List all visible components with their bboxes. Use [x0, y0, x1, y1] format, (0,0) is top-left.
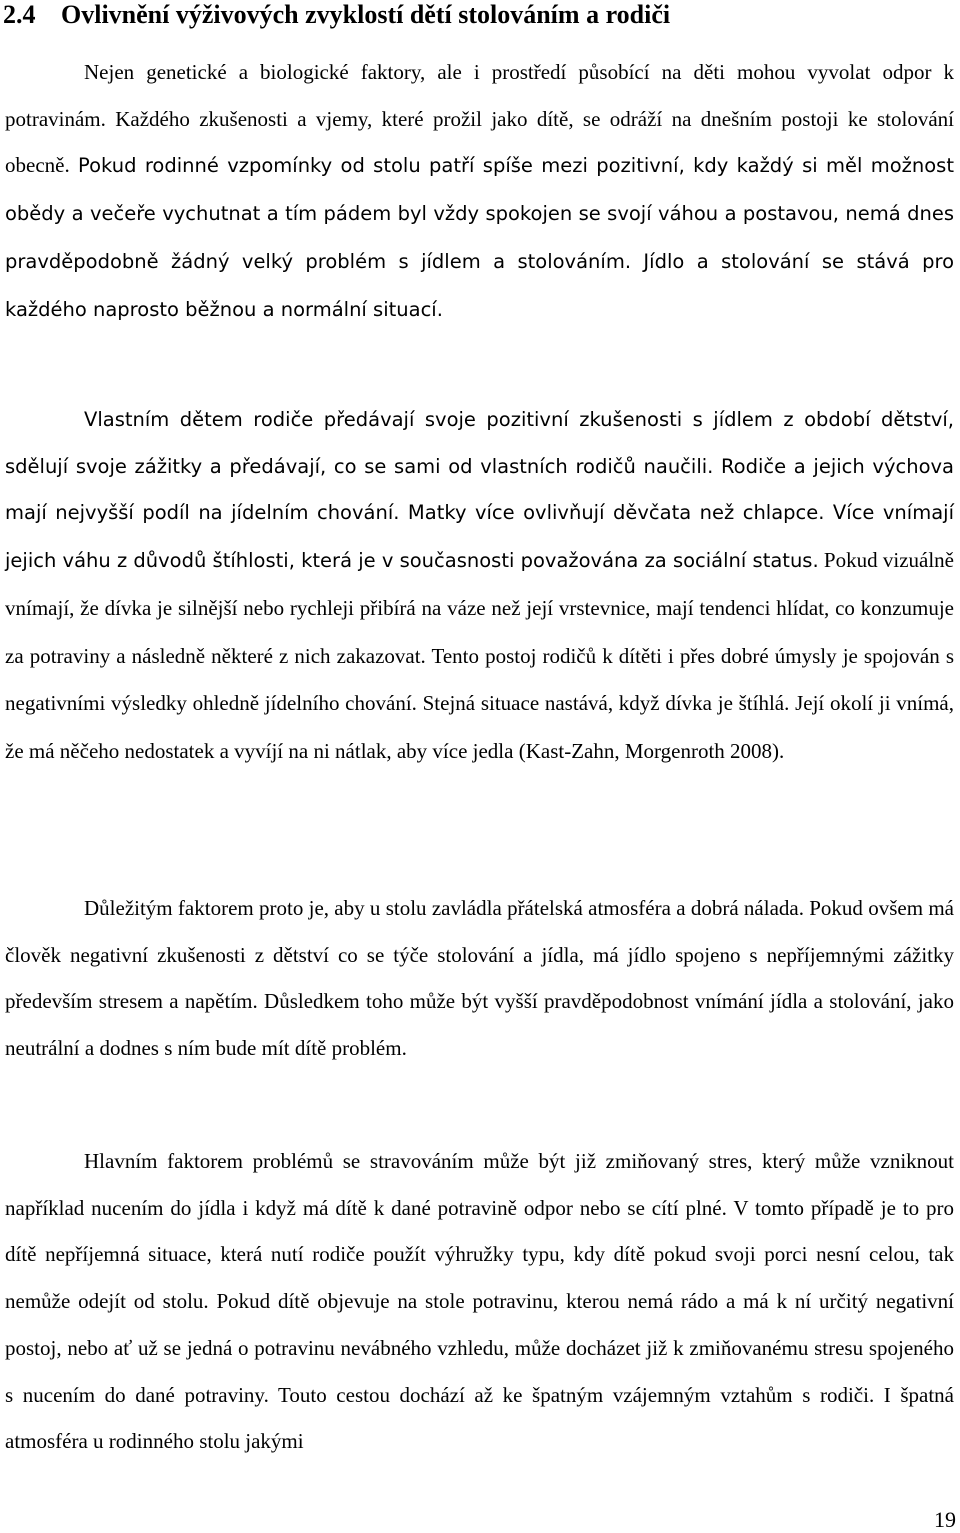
section-number: 2.4: [3, 0, 36, 29]
paragraph-1-part-2: Pokud rodinné vzpomínky od stolu patří spíše mezi pozitivní, kdy každý si měl možnost obědy a večeře vychutnat a tím pádem byl vždy spokojen se svojí váhou a postavou, nemá dnes pravděpodobně žádný velký problém s jídlem a stolováním. Jídlo a stolování se stává pro každého naprosto běžnou a normální situací.: [5, 154, 954, 321]
paragraph-1-part-1: Nejen genetické a biologické faktory, ale i prostředí působící na děti mohou vyvolat odpor k potravinám. Každého zkušenosti a vjemy, které prožil jako dítě, se odráží na dnešním postoji ke stolování obecně.: [5, 60, 954, 178]
paragraph-2-part-2: Pokud vizuálně vnímají, že dívka je silnější nebo rychleji přibírá na váze než její vrstevnice, mají tendenci hlídat, co konzumuje za potraviny a následně některé z nich zakazovat. Tento postoj rodičů k dítěti i přes dobré úmysly je spojován s negativními výsledky ohledně jídelního chování. Stejná situace nastává, když dívka je štíhlá. Její okolí ji vnímá, že má něčeho nedostatek a vyvíjí na ni nátlak, aby více jedla (Kast-Zahn, Morgenroth 2008).: [5, 548, 954, 763]
page-number: 19: [934, 1507, 956, 1532]
paragraph-2-part-1: Vlastním dětem rodiče předávají svoje pozitivní zkušenosti s jídlem z období dětství, sdělují svoje zážitky a předávají, co se sami od vlastních rodičů naučili. Rodiče a jejich výchova mají nejvyšší podíl na jídelním chování. Matky více ovlivňují děvčata než chlapce. Více vnímají jejich váhu z důvodů štíhlosti, která je v současnosti považována za sociální status.: [5, 408, 954, 573]
section-heading: [3, 0, 957, 30]
paragraph-4: Hlavním faktorem problémů se stravováním může být již zmiňovaný stres, který může vzniknout například nucením do jídla i když má dítě k dané potravině odpor nebo se cítí plné. V tomto případě je to pro dítě nepříjemná situace, která nutí rodiče použít výhružky typu, kdy dítě pokud svoji porci nesní celou, tak nemůže odejít od stolu. Pokud dítě objevuje na stole potravinu, kterou nemá rádo a má k ní určitý negativní postoj, nebo ať už se jedná o potravinu nevábného vzhledu, může docházet již k zmiňovanému stresu spojeného s nucením do dané potraviny. Touto cestou dochází až ke špatným vzájemným vztahům s rodiči. I špatná atmosféra u rodinného stolu jakými: [5, 1149, 954, 1454]
paragraph-3: Důležitým faktorem proto je, aby u stolu zavládla přátelská atmosféra a dobrá nálada. Pokud ovšem má člověk negativní zkušenosti z dětství co se týče stolování a jídla, má jídlo spojeno s nepříjemnými zážitky především stresem a napětím. Důsledkem toho může být vyšší pravděpodobnost vnímání jídla a stolování, jako neutrální a dodnes s ním bude mít dítě problém.: [5, 896, 954, 1061]
paragraph-1: [5, 49, 954, 333]
paragraph-2: [5, 397, 954, 776]
section-title: Ovlivnění výživových zvyklostí dětí stolováním a rodiči: [61, 0, 671, 29]
